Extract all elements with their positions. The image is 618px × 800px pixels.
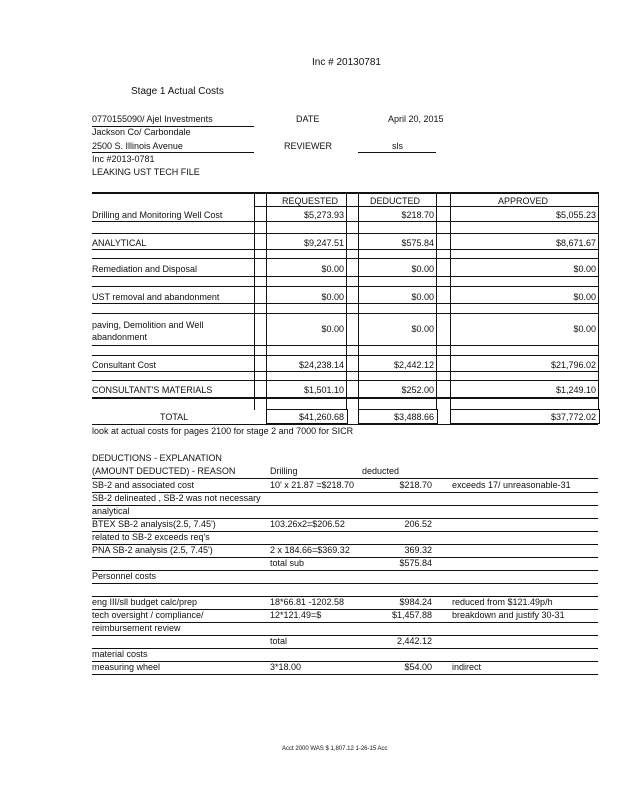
row-requested: $1,501.10 — [303, 385, 344, 395]
row-label: Drilling and Monitoring Well Cost — [92, 210, 223, 220]
site-id: 0770155090/ Ajel Investments — [92, 114, 213, 124]
deduction-cell-c: $1,457.88 — [391, 610, 432, 620]
row-label: Consultant Cost — [92, 360, 157, 370]
footer-note: Acct 2000 WAS $ 1,807.12 1-26-15 Acc — [282, 746, 388, 752]
deduction-cell-b: 10' x 21.87 =$218.70 — [270, 480, 355, 490]
row-deducted: $0.00 — [411, 264, 434, 274]
deduction-cell-a: material costs — [92, 649, 148, 659]
deduction-cell-b: 12*121.49=$ — [270, 610, 322, 620]
row-requested: $0.00 — [321, 264, 344, 274]
deduction-cell-b: 2 x 184.66=$369.32 — [270, 545, 350, 555]
deduction-cell-a: tech oversight / compliance/ — [92, 610, 204, 620]
row-label: CONSULTANT'S MATERIALS — [92, 385, 213, 395]
deduction-cell-a: BTEX SB-2 analysis(2.5, 7.45') — [92, 519, 216, 529]
total-approved: $37,772.02 — [550, 412, 596, 422]
reviewer-label: REVIEWER — [284, 141, 333, 151]
total-label: TOTAL — [160, 412, 189, 422]
row-approved: $0.00 — [573, 264, 596, 274]
deduction-cell-c: 2,442.12 — [396, 636, 432, 646]
deduction-cell-c: $54.00 — [404, 662, 432, 672]
col-deducted: DEDUCTED — [370, 196, 421, 206]
row-deducted: $218.70 — [401, 210, 434, 220]
row-requested: $5,273.93 — [303, 210, 344, 220]
row-approved: $0.00 — [573, 292, 596, 302]
deduction-cell-a: PNA SB-2 analysis (2.5, 7.45') — [92, 545, 213, 555]
col-reason: (AMOUNT DEDUCTED) - REASON — [92, 466, 236, 476]
deduction-cell-b: 3*18.00 — [270, 662, 302, 672]
deduction-cell-a: reimbursement review — [92, 623, 181, 633]
inc-line: Inc #2013-0781 — [92, 154, 155, 164]
deduction-cell-a: SB-2 delineated , SB-2 was not necessary — [92, 493, 261, 503]
leasing-line: LEAKING UST TECH FILE — [92, 167, 200, 177]
col-drilling: Drilling — [270, 466, 298, 476]
deduction-cell-b: 18*66.81 -1202.58 — [270, 597, 345, 607]
incident-number: Inc # 20130781 — [312, 57, 381, 68]
deduction-cell-d: indirect — [452, 662, 482, 672]
total-requested: $41,260.68 — [298, 412, 344, 422]
row-requested: $9,247.51 — [303, 238, 344, 248]
row-requested: $0.00 — [321, 292, 344, 302]
deductions-title: DEDUCTIONS - EXPLANATION — [92, 453, 222, 463]
deduction-cell-d: breakdown and justify 30-31 — [452, 610, 565, 620]
row-approved: $21,796.02 — [550, 360, 596, 370]
row-label: ANALYTICAL — [92, 238, 147, 248]
total-deducted: $3,488.66 — [393, 412, 434, 422]
row-requested: $24,238.14 — [298, 360, 344, 370]
row-label: UST removal and abandonment — [92, 292, 220, 302]
row-requested: $0.00 — [321, 324, 344, 334]
deduction-cell-b: 103.26x2=$206.52 — [270, 519, 345, 529]
row-deducted: $575.84 — [401, 238, 434, 248]
deduction-cell-a: analytical — [92, 506, 130, 516]
row-deducted: $0.00 — [411, 292, 434, 302]
deduction-cell-b: total sub — [270, 558, 305, 568]
deduction-divider — [92, 674, 598, 675]
deduction-cell-b: total — [270, 636, 288, 646]
deduction-cell-a: related to SB-2 exceeds req's — [92, 532, 210, 542]
row-label: Remediation and Disposal — [92, 264, 198, 274]
row-deducted: $2,442.12 — [393, 360, 434, 370]
deduction-cell-c: $984.24 — [399, 597, 432, 607]
row-approved: $1,249.10 — [555, 385, 596, 395]
deduction-cell-a: measuring wheel — [92, 662, 161, 672]
costs-note: look at actual costs for pages 2100 for stage 2 and 7000 for SICR — [92, 426, 354, 436]
deduction-cell-d: exceeds 17/ unreasonable-31 — [452, 480, 571, 490]
deduction-divider — [92, 583, 598, 584]
deduction-cell-d: reduced from $121.49p/h — [452, 597, 553, 607]
col-approved: APPROVED — [498, 196, 549, 206]
stage-title: Stage 1 Actual Costs — [131, 86, 224, 97]
reviewer-value: sls — [392, 141, 403, 151]
county: Jackson Co/ Carbondale — [92, 127, 191, 137]
row-approved: $8,671.67 — [555, 238, 596, 248]
deduction-cell-c: 206.52 — [404, 519, 432, 529]
col-requested: REQUESTED — [282, 196, 339, 206]
deduction-cell-c: $218.70 — [399, 480, 432, 490]
row-approved: $0.00 — [573, 324, 596, 334]
address: 2500 S. Illinois Avenue — [92, 141, 183, 151]
row-deducted: $0.00 — [411, 324, 434, 334]
col-deducted-label: deducted — [362, 466, 400, 476]
row-label: paving, Demolition and Well abandonment — [92, 320, 204, 342]
deduction-cell-c: $575.84 — [399, 558, 432, 568]
deduction-cell-a: Personnel costs — [92, 571, 157, 581]
deduction-cell-a: eng III/sll budget calc/prep — [92, 597, 198, 607]
row-deducted: $252.00 — [401, 385, 434, 395]
date-label: DATE — [296, 114, 320, 124]
date-value: April 20, 2015 — [388, 114, 444, 124]
deduction-cell-a: SB-2 and associated cost — [92, 480, 195, 490]
deduction-cell-c: 369.32 — [404, 545, 432, 555]
row-approved: $5,055.23 — [555, 210, 596, 220]
